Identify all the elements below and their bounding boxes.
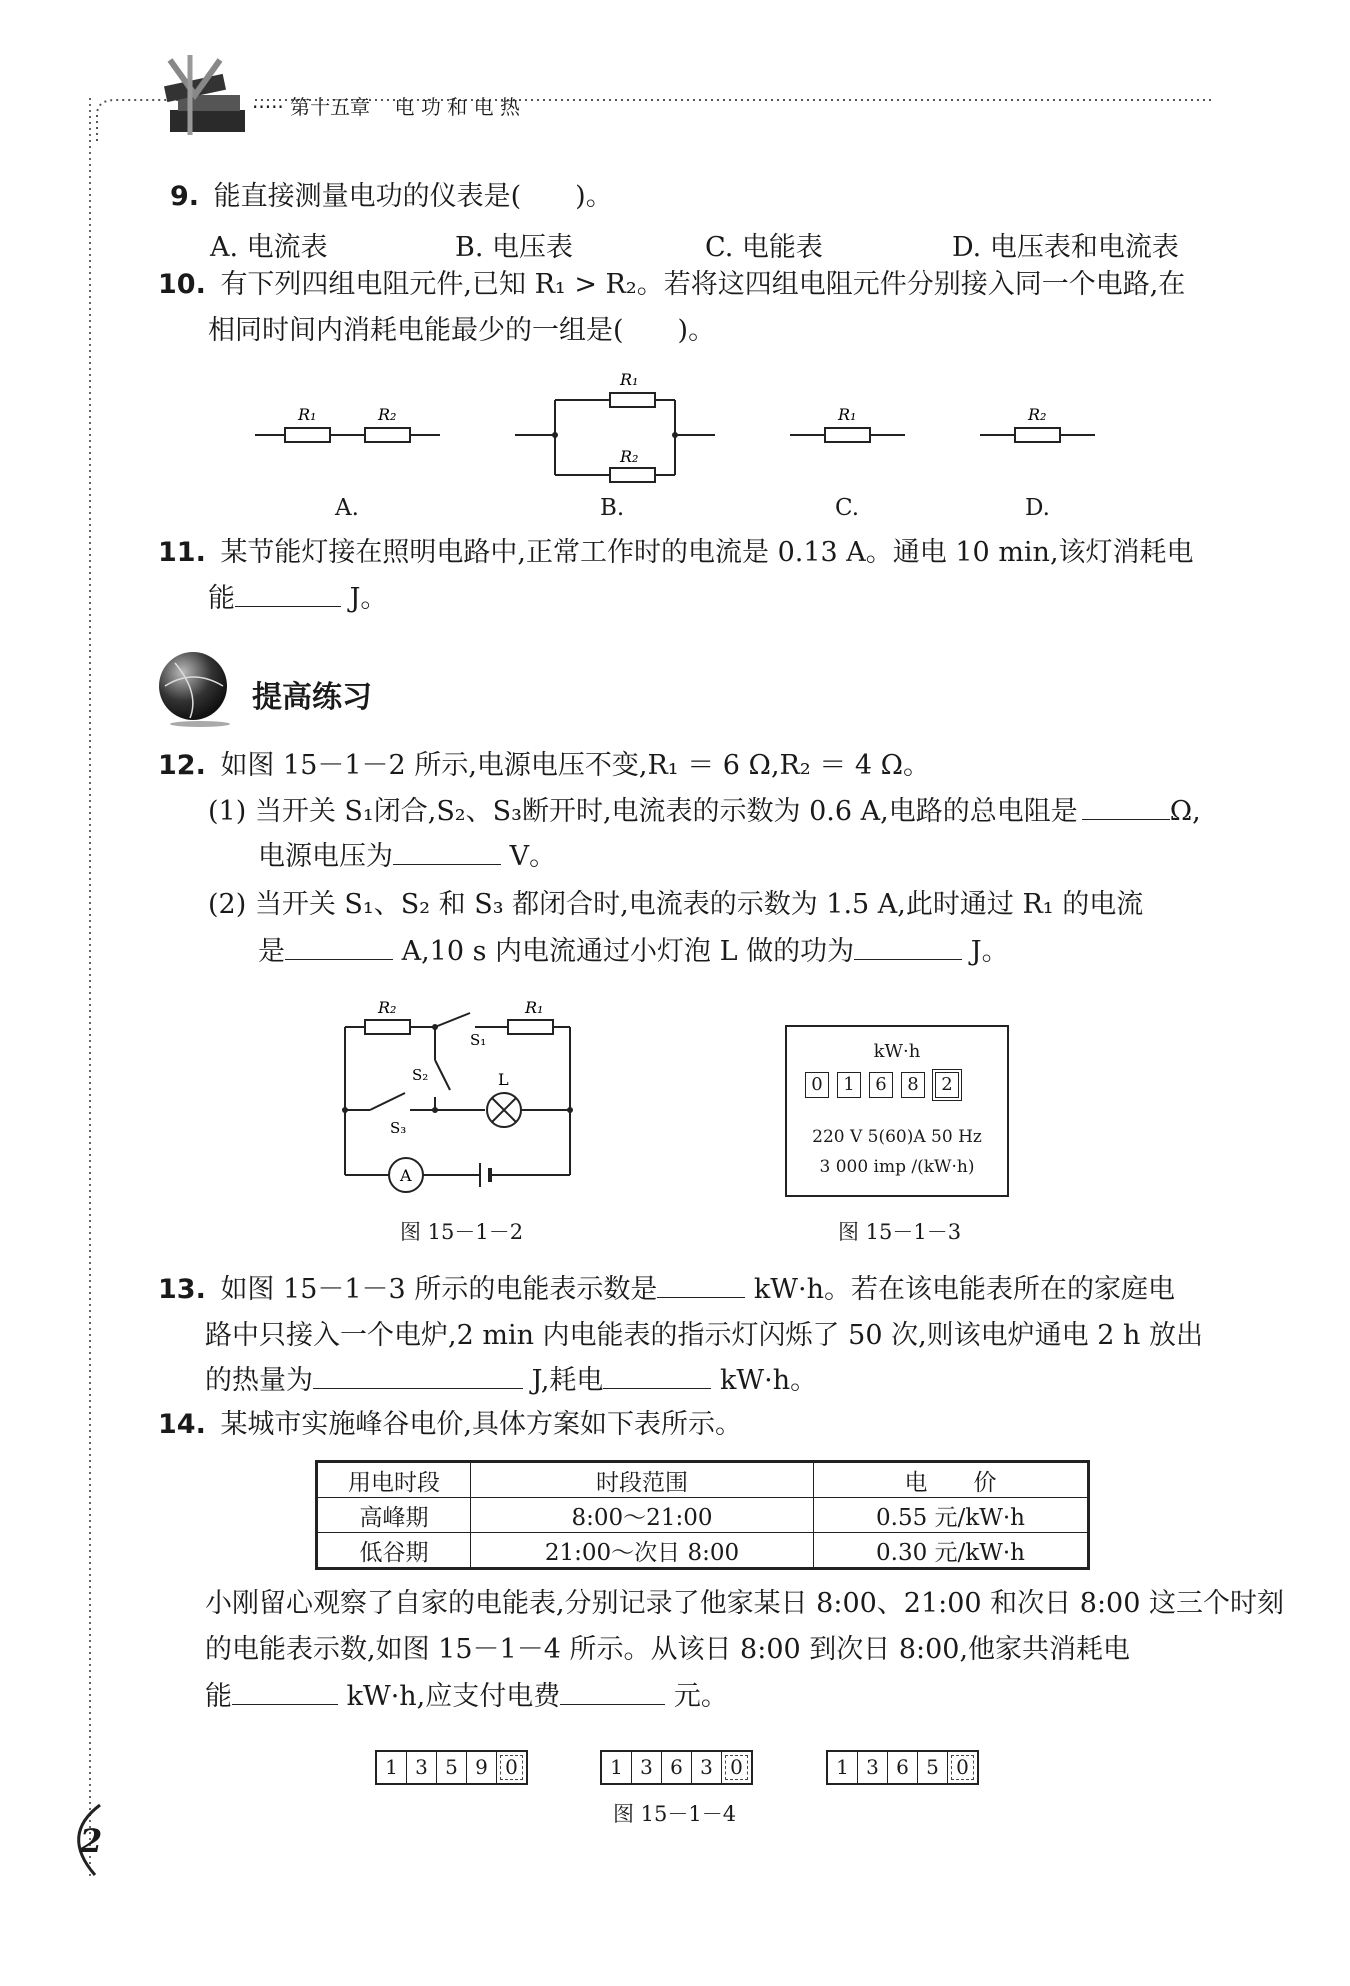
answer-blank[interactable]	[313, 1364, 523, 1389]
label-ammeter: A	[400, 1166, 412, 1185]
table-header: 时段范围	[471, 1462, 814, 1498]
meter-digit: 1	[837, 1072, 861, 1098]
meter-digit: 6	[662, 1752, 692, 1783]
meter-digit-decimal: 0	[948, 1752, 977, 1783]
meter-digit-decimal: 0	[722, 1752, 751, 1783]
table-header: 电 价	[814, 1462, 1089, 1498]
question-14-para-line-1: 小刚留心观察了自家的电能表,分别记录了他家某日 8:00、21:00 和次日 8:00 这三个时刻	[205, 1588, 1284, 1619]
label-r1: R₁	[838, 405, 857, 424]
question-number: 11.	[158, 537, 206, 568]
answer-blank[interactable]	[235, 582, 341, 607]
header-title: 电 功 和 电 热	[394, 95, 520, 119]
diagram-label-d: D.	[1025, 495, 1050, 521]
table-cell: 低谷期	[317, 1533, 471, 1569]
meter-digit: 8	[901, 1072, 925, 1098]
table-cell: 0.55 元/kW·h	[814, 1498, 1089, 1533]
circuit-diagram-15-1-2	[330, 985, 600, 1205]
text-fragment: V。	[509, 841, 557, 872]
option-d: D. 电压表和电流表	[952, 232, 1179, 263]
label-r1: R₁	[525, 998, 544, 1017]
text-fragment: 的热量为	[205, 1365, 313, 1396]
figure-caption-15-1-2: 图 15－1－2	[400, 1220, 524, 1244]
meter-digit: 5	[918, 1752, 948, 1783]
meter-digit: 6	[869, 1072, 893, 1098]
answer-blank[interactable]	[657, 1273, 745, 1298]
meter-digits	[805, 1072, 959, 1098]
question-14-para-line-2: 的电能表示数,如图 15－1－4 所示。从该日 8:00 到次日 8:00,他家共消耗电	[205, 1634, 1131, 1665]
answer-blank[interactable]	[560, 1680, 665, 1705]
question-13-line-3	[205, 1364, 817, 1398]
text-fragment: J。	[970, 936, 1009, 967]
meter-reading-2	[600, 1750, 753, 1785]
meter-digit: 3	[632, 1752, 662, 1783]
books-icon	[150, 55, 260, 145]
diagram-a	[255, 405, 440, 442]
resistor-diagrams	[250, 370, 1150, 490]
meter-digit: 1	[602, 1752, 632, 1783]
meter-digit: 3	[692, 1752, 722, 1783]
text-fragment: J。	[349, 583, 388, 614]
question-12-part-2: (2) 当开关 S₁、S₂ 和 S₃ 都闭合时,电流表的示数为 1.5 A,此时通过 R₁ 的电流	[208, 889, 1144, 920]
meter-reading-3	[826, 1750, 979, 1785]
diagram-label-c: C.	[835, 495, 860, 521]
question-line-1: 有下列四组电阻元件,已知 R₁ > R₂。若将这四组电阻元件分别接入同一个电路,在	[220, 269, 1186, 300]
meter-digit-decimal: 2	[935, 1072, 959, 1098]
table-row	[317, 1533, 1089, 1569]
option-b: B. 电压表	[455, 232, 574, 263]
energy-meter	[785, 1025, 1009, 1197]
section-title: 提高练习	[252, 680, 372, 715]
table-cell: 8:00～21:00	[471, 1498, 814, 1533]
globe-icon	[155, 648, 235, 728]
figure-caption-15-1-3: 图 15－1－3	[838, 1220, 962, 1244]
table-header: 用电时段	[317, 1462, 471, 1498]
answer-blank[interactable]	[393, 840, 501, 865]
label-s1: S₁	[470, 1031, 487, 1049]
meter-digit: 3	[407, 1752, 437, 1783]
question-12-part-2-line-2	[258, 935, 1009, 969]
question-text: 如图 15－1－2 所示,电源电压不变,R₁ ＝ 6 Ω,R₂ ＝ 4 Ω。	[220, 750, 930, 781]
meter-spec-2: 3 000 imp /(kW·h)	[819, 1157, 975, 1177]
text-fragment: 电源电压为	[258, 841, 393, 872]
label-r2: R₂	[378, 998, 397, 1017]
label-r1: R₁	[620, 370, 639, 389]
table-row	[317, 1498, 1089, 1533]
diagram-c	[790, 405, 905, 442]
question-9	[170, 180, 613, 214]
answer-blank[interactable]	[1082, 795, 1170, 820]
answer-blank[interactable]	[603, 1364, 711, 1389]
answer-blank[interactable]	[285, 935, 393, 960]
question-11	[158, 536, 1194, 570]
question-12	[158, 749, 930, 783]
text-fragment: 如图 15－1－3 所示的电能表示数是	[220, 1274, 658, 1305]
label-r2: R₂	[378, 405, 397, 424]
table-cell: 高峰期	[317, 1498, 471, 1533]
question-10-line-2: 相同时间内消耗电能最少的一组是( )。	[208, 315, 716, 346]
question-text: 某城市实施峰谷电价,具体方案如下表所示。	[220, 1409, 743, 1440]
answer-blank[interactable]	[854, 935, 962, 960]
meter-digit-decimal: 0	[497, 1752, 526, 1783]
question-number: 10.	[158, 269, 206, 300]
text-fragment: Ω,	[1169, 796, 1201, 827]
text-fragment: A,10 s 内电流通过小灯泡 L 做的功为	[401, 936, 855, 967]
question-10	[158, 268, 1185, 302]
meter-digit: 1	[377, 1752, 407, 1783]
label-s2: S₂	[412, 1066, 429, 1084]
question-14-para-line-3	[205, 1680, 728, 1714]
figure-caption-15-1-4: 图 15－1－4	[613, 1802, 737, 1826]
diagram-label-b: B.	[600, 495, 625, 521]
diagram-d	[980, 405, 1095, 442]
question-14	[158, 1408, 742, 1442]
meter-unit: kW·h	[873, 1041, 921, 1062]
answer-blank[interactable]	[232, 1680, 338, 1705]
question-11-line-2	[208, 582, 387, 616]
question-12-part-1	[208, 795, 1201, 829]
text-fragment: (1) 当开关 S₁闭合,S₂、S₃断开时,电流表的示数为 0.6 A,电路的总电阻是	[208, 796, 1078, 827]
option-c: C. 电能表	[705, 232, 823, 263]
question-13	[158, 1273, 1175, 1307]
meter-digit: 3	[858, 1752, 888, 1783]
meter-digit: 0	[805, 1072, 829, 1098]
margin-dotted-line	[85, 98, 95, 1878]
meter-digit: 6	[888, 1752, 918, 1783]
label-s3: S₃	[390, 1119, 407, 1137]
label-lamp: L	[498, 1070, 509, 1089]
question-text: 能直接测量电功的仪表是( )。	[213, 181, 613, 212]
question-number: 9.	[170, 181, 200, 212]
question-12-part-1-line-2	[258, 840, 556, 874]
meter-spec-1: 220 V 5(60)A 50 Hz	[812, 1127, 982, 1147]
question-number: 12.	[158, 750, 206, 781]
diagram-label-a: A.	[335, 495, 359, 521]
question-number: 14.	[158, 1409, 206, 1440]
text-fragment: 是	[258, 936, 285, 967]
text-fragment: J,耗电	[531, 1365, 604, 1396]
meter-digit: 1	[828, 1752, 858, 1783]
text-fragment: kW·h,应支付电费	[346, 1681, 561, 1712]
label-r2: R₂	[620, 447, 639, 466]
tariff-table	[315, 1460, 1090, 1570]
meter-digit: 9	[467, 1752, 497, 1783]
diagram-b	[515, 370, 715, 482]
table-cell: 21:00～次日 8:00	[471, 1533, 814, 1569]
option-a: A. 电流表	[210, 232, 328, 263]
table-cell: 0.30 元/kW·h	[814, 1533, 1089, 1569]
text-fragment: kW·h。	[720, 1365, 818, 1396]
question-13-line-2: 路中只接入一个电炉,2 min 内电能表的指示灯闪烁了 50 次,则该电炉通电 2 h 放出	[205, 1320, 1203, 1351]
text-fragment: 能	[208, 583, 235, 614]
label-r1: R₁	[298, 405, 317, 424]
question-number: 13.	[158, 1274, 206, 1305]
header-chapter: 第十五章	[290, 95, 371, 119]
meter-reading-1	[375, 1750, 528, 1785]
table-header-row	[317, 1462, 1089, 1498]
text-fragment: 能	[205, 1681, 232, 1712]
label-r2: R₂	[1028, 405, 1047, 424]
question-line-1: 某节能灯接在照明电路中,正常工作时的电流是 0.13 A。通电 10 min,该灯消耗电	[220, 537, 1194, 568]
header-dots: ·····	[252, 95, 284, 119]
text-fragment: 元。	[673, 1681, 728, 1712]
meter-digit: 5	[437, 1752, 467, 1783]
text-fragment: kW·h。若在该电能表所在的家庭电	[753, 1274, 1176, 1305]
page-number: 2	[80, 1822, 103, 1860]
